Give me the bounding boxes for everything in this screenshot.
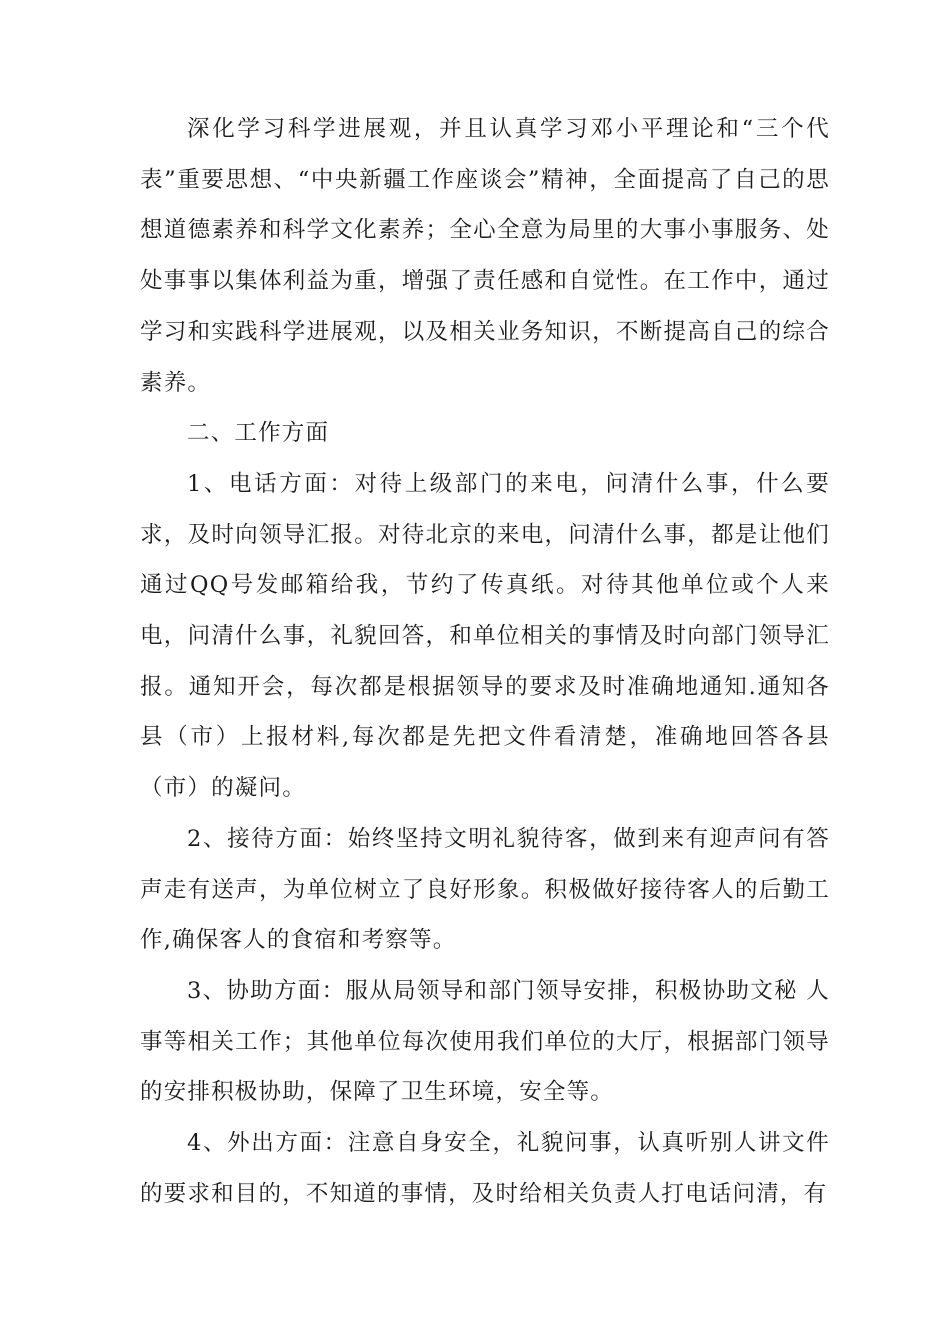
paragraph-assistance: 3、协助方面：服从局领导和部门领导安排，积极协助文秘 人事等相关工作；其他单位每次使用我们单位的大厅，根据部门领导的安排积极协助，保障了卫生环境，安全等。: [140, 977, 830, 1106]
paragraph-outings: 4、外出方面：注意自身安全，礼貌问事，认真听别人讲文件的要求和目的，不知道的事情，及时给相关负责人打电话问清，有: [140, 1130, 830, 1207]
paragraph-reception: 2、接待方面：始终坚持文明礼貌待客，做到来有迎声问有答声走有送声，为单位树立了良好形象。积极做好接待客人的后勤工作,确保客人的食宿和考察等。: [140, 825, 830, 954]
paragraph-study: 深化学习科学进展观，并且认真学习邓小平理论和“三个代表”重要思想、“中央新疆工作座谈会”精神，全面提高了自己的思想道德素养和科学文化素养；全心全意为局里的大事小事服务、处处事事以集体利益为重，增强了责任感和自觉性。在工作中，通过学习和实践科学进展观，以及相关业务知识，不断提高自己的综合素养。: [140, 116, 830, 396]
paragraph-phone: 1、电话方面：对待上级部门的来电，问清什么事，什么要求，及时向领导汇报。对待北京的来电，问清什么事，都是让他们通过QQ号发邮箱给我，节约了传真纸。对待其他单位或个人来电，问清什么事，礼貌回答，和单位相关的事情及时向部门领导汇报。通知开会，每次都是根据领导的要求及时准确地通知.通知各县（市）上报材料,每次都是先把文件看清楚，准确地回答各县（市）的凝问。: [140, 470, 830, 802]
section-heading-work: 二、工作方面: [187, 420, 330, 447]
document-body: [140, 104, 830, 1219]
